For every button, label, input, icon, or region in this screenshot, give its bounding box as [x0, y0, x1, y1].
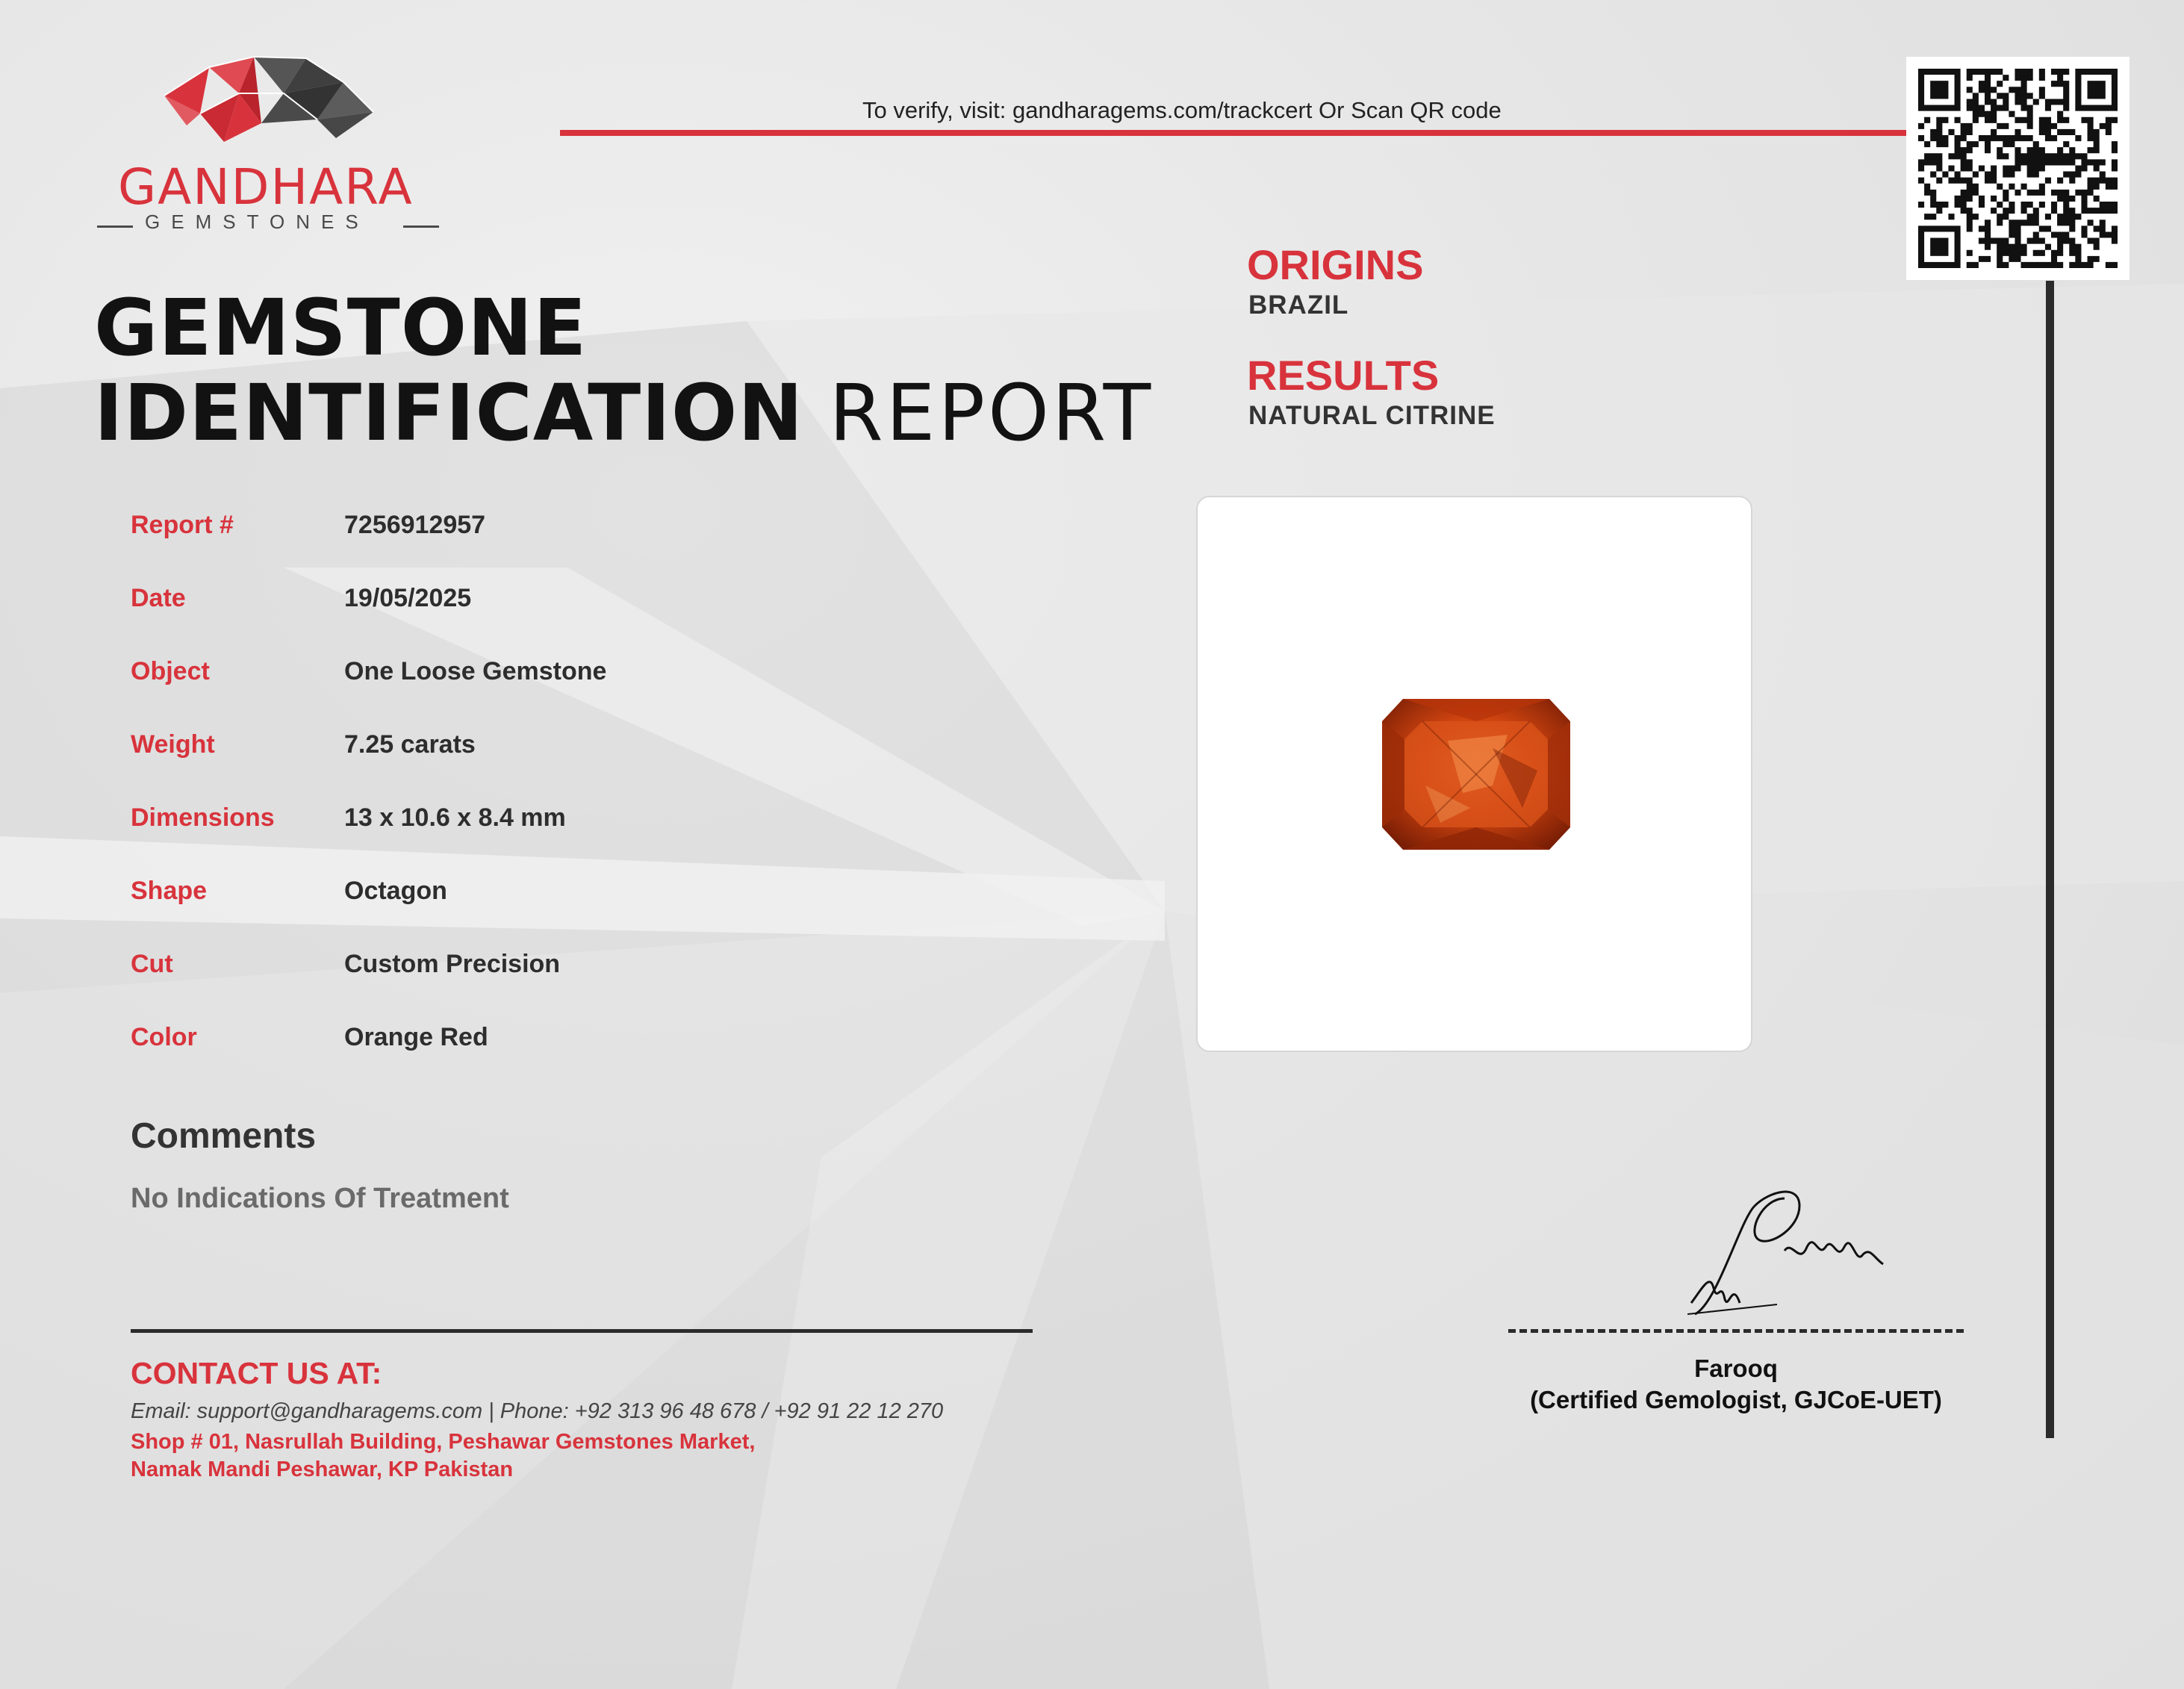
detail-value: 19/05/2025	[344, 584, 472, 612]
detail-value: Octagon	[344, 877, 447, 905]
detail-label: Date	[131, 584, 186, 612]
detail-value: 7.25 carats	[344, 730, 476, 759]
detail-row	[131, 877, 1027, 921]
comments-heading: Comments	[131, 1116, 317, 1156]
detail-label: Shape	[131, 877, 208, 905]
report-title-line2	[94, 367, 1154, 458]
logo-gem-mark	[157, 52, 381, 157]
comments-text: No Indications Of Treatment	[131, 1183, 509, 1214]
detail-label: Cut	[131, 950, 173, 978]
detail-value: 13 x 10.6 x 8.4 mm	[344, 803, 566, 832]
detail-label: Report #	[131, 511, 234, 539]
contact-address-line1: Shop # 01, Nasrullah Building, Peshawar Gemstones Market,	[131, 1430, 756, 1454]
signatory-title: (Certified Gemologist, GJCoE-UET)	[1530, 1386, 1942, 1413]
report-title-bold: IDENTIFICATION	[94, 367, 804, 458]
contact-divider	[131, 1329, 1033, 1333]
report-title-line1: GEMSTONE	[94, 282, 588, 373]
results-heading: RESULTS	[1247, 352, 1440, 399]
logo-tagline	[97, 211, 441, 240]
detail-row	[131, 584, 1027, 629]
detail-value: One Loose Gemstone	[344, 657, 607, 685]
detail-row	[131, 730, 1027, 775]
tagline-left-rule	[97, 225, 133, 228]
detail-label: Dimensions	[131, 803, 275, 832]
handwritten-signature	[1687, 1176, 1897, 1325]
detail-row	[131, 511, 1027, 556]
detail-label: Weight	[131, 730, 215, 759]
contact-heading: CONTACT US AT:	[131, 1356, 382, 1390]
detail-value: Custom Precision	[344, 950, 561, 978]
qr-code-icon[interactable]	[1906, 57, 2129, 280]
detail-value: 7256912957	[344, 511, 486, 539]
detail-label: Color	[131, 1023, 197, 1051]
contact-email-phone: Email: support@gandharagems.com | Phone: +92 313 96 48 678 / +92 91 22 12 270	[131, 1399, 944, 1423]
logo-tagline-text: GEMSTONES	[145, 211, 370, 233]
origins-value: BRAZIL	[1248, 290, 1349, 320]
signature-line	[1508, 1329, 1964, 1333]
detail-row	[131, 657, 1027, 702]
detail-row	[131, 1023, 1027, 1068]
tagline-right-rule	[403, 225, 439, 228]
qr-code-graphic	[1906, 57, 2129, 280]
gemstone-photo-card	[1196, 496, 1752, 1052]
contact-address-line2: Namak Mandi Peshawar, KP Pakistan	[131, 1458, 514, 1481]
detail-row	[131, 950, 1027, 995]
header-red-rule	[560, 130, 1908, 136]
results-value: NATURAL CITRINE	[1248, 401, 1496, 430]
origins-heading: ORIGINS	[1247, 241, 1424, 288]
gemstone-image	[1381, 696, 1572, 853]
right-vertical-rule	[2046, 281, 2054, 1438]
signatory-name: Farooq	[1694, 1354, 1778, 1382]
verify-instructions: To verify, visit: gandharagems.com/trackcert Or Scan QR code	[862, 97, 1502, 123]
detail-value: Orange Red	[344, 1023, 488, 1051]
detail-label: Object	[131, 657, 210, 685]
detail-row	[131, 803, 1027, 848]
company-logo	[90, 52, 448, 239]
logo-wordmark: GANDHARA	[118, 158, 414, 216]
report-title-light: REPORT	[829, 367, 1154, 458]
